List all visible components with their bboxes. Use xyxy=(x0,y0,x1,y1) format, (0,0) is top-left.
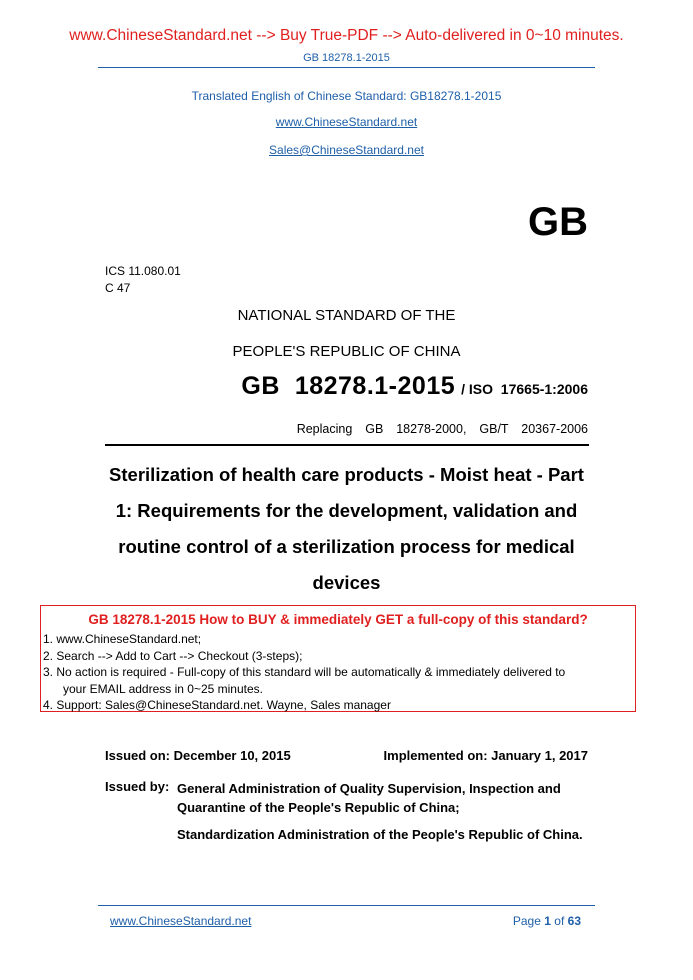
page-current: 1 xyxy=(544,914,551,928)
purchase-box xyxy=(40,605,636,712)
standard-number: GB 18278.1-2015 xyxy=(241,372,456,400)
purchase-step[interactable]: 1. www.ChineseStandard.net; xyxy=(43,632,202,646)
page-number xyxy=(513,914,581,928)
purchase-steps xyxy=(43,631,565,714)
promo-banner[interactable]: www.ChineseStandard.net --> Buy True-PDF --> Auto-delivered in 0~10 minutes. xyxy=(69,27,624,44)
national-standard-line-1: NATIONAL STANDARD OF THE xyxy=(237,307,456,324)
implemented-on-date: Implemented on: January 1, 2017 xyxy=(383,748,588,763)
page-of: of xyxy=(554,914,565,928)
email-link[interactable]: Sales@ChineseStandard.net xyxy=(269,143,424,157)
purchase-step: 2. Search --> Add to Cart --> Checkout (3-steps); xyxy=(43,648,303,663)
document-title: Sterilization of health care products - Moist heat - Part 1: Requirements for the development, validation and routine control of a sterilization process for medical devices xyxy=(109,464,584,593)
iso-equivalent: / ISO 17665-1:2006 xyxy=(461,381,588,397)
page-total: 63 xyxy=(567,914,581,928)
issued-on-date: Issued on: December 10, 2015 xyxy=(105,748,291,763)
footer-website-link[interactable]: www.ChineseStandard.net xyxy=(110,914,252,928)
title-divider xyxy=(105,444,589,446)
issued-by-label: Issued by: xyxy=(105,779,170,794)
ccs-code: C 47 xyxy=(105,281,131,295)
replacing-note: Replacing GB 18278-2000, GB/T 20367-2006 xyxy=(296,422,588,436)
header-divider xyxy=(98,67,595,68)
gb-mark: GB xyxy=(528,200,588,244)
purchase-step[interactable]: 4. Support: Sales@ChineseStandard.net. Wayne, Sales manager xyxy=(43,698,391,712)
purchase-step-continued: your EMAIL address in 0~25 minutes. xyxy=(63,681,263,696)
standard-number-line xyxy=(241,372,588,401)
page-label: Page xyxy=(512,914,541,928)
purchase-heading: GB 18278.1-2015 How to BUY & immediately GET a full-copy of this standard? xyxy=(88,612,588,627)
translated-note: Translated English of Chinese Standard: GB18278.1-2015 xyxy=(191,89,502,103)
footer-divider xyxy=(98,905,595,906)
website-link[interactable]: www.ChineseStandard.net xyxy=(275,115,418,129)
issuer-2: Standardization Administration of the People's Republic of China. xyxy=(177,827,583,842)
purchase-step: 3. No action is required - Full-copy of this standard will be automatically & immediately delivered to xyxy=(43,665,566,679)
ics-code: ICS 11.080.01 xyxy=(105,264,181,278)
national-standard-line-2: PEOPLE'S REPUBLIC OF CHINA xyxy=(232,343,461,360)
issuer-1: General Administration of Quality Supervision, Inspection and Quarantine of the People's Republic of China; xyxy=(177,781,561,815)
header-standard-code: GB 18278.1-2015 xyxy=(303,52,390,64)
